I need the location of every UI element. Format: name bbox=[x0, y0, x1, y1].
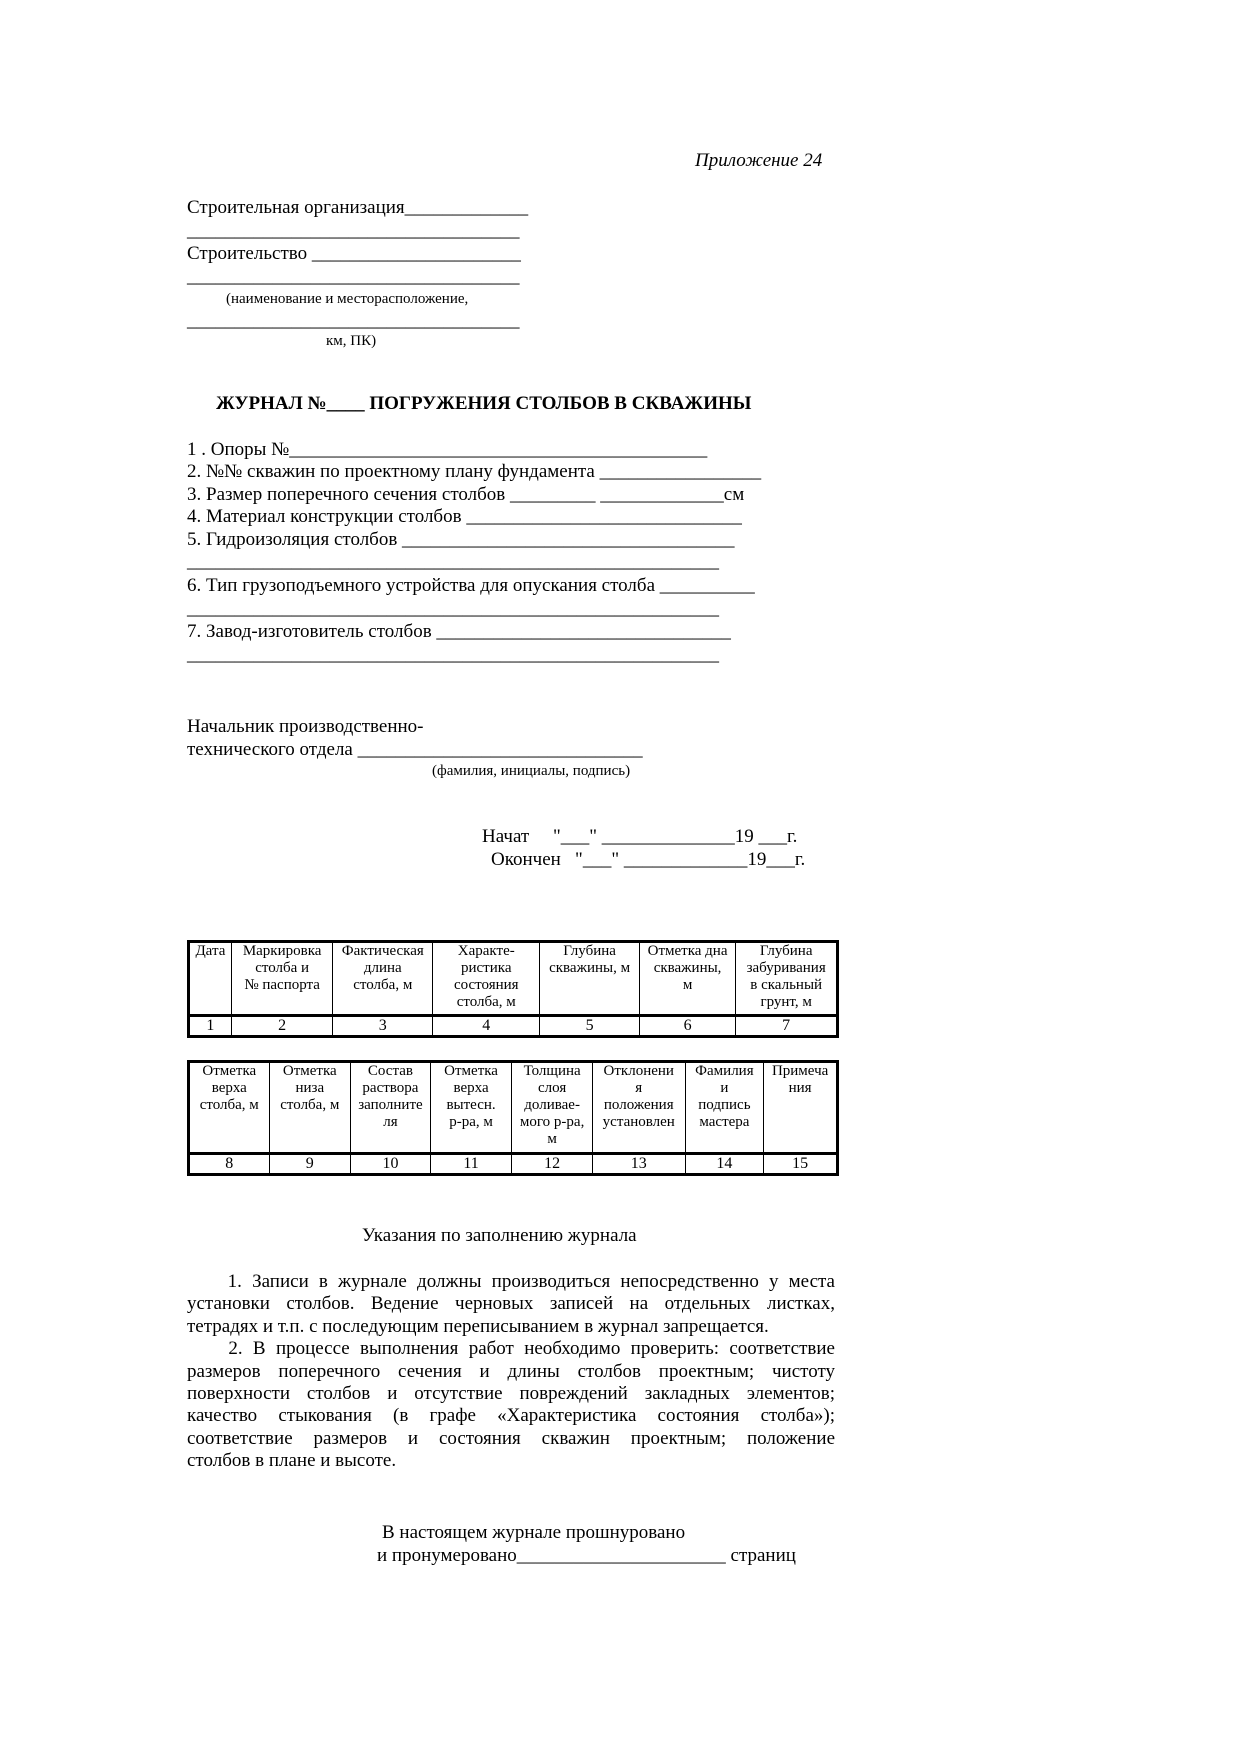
instruction-line: тетрадях и т.п. с последующим переписыванием в журнал запрещается. bbox=[187, 1315, 769, 1337]
field-5: 5. Гидроизоляция столбов ___________________________________ bbox=[187, 529, 735, 550]
column-number: 10 bbox=[351, 1154, 431, 1175]
construction-field: Строительство ______________________ bbox=[187, 243, 521, 264]
field-6-line: ________________________________________________________ bbox=[187, 598, 719, 619]
org-line: ___________________________________ bbox=[187, 220, 520, 241]
page-title: ЖУРНАЛ №____ ПОГРУЖЕНИЯ СТОЛБОВ В СКВАЖИНЫ bbox=[216, 393, 752, 414]
instruction-line: соответствие размеров и состояния скважин проектным; положение bbox=[187, 1427, 835, 1449]
instruction-line: столбов в плане и высоте. bbox=[187, 1450, 397, 1472]
field-2: 2. №№ скважин по проектному плану фундамента _________________ bbox=[187, 461, 762, 482]
column-header: Глубина скважины, м bbox=[540, 942, 639, 1016]
column-header: Отметка низа столба, м bbox=[269, 1062, 351, 1154]
column-number: 13 bbox=[592, 1154, 685, 1175]
instructions-title: Указания по заполнению журнала bbox=[362, 1225, 637, 1246]
appendix-label: Приложение 24 bbox=[695, 150, 823, 171]
column-header: Характе- ристика состояния столба, м bbox=[433, 942, 540, 1016]
field-3: 3. Размер поперечного сечения столбов _________ _____________см bbox=[187, 484, 745, 505]
field-5-line: ________________________________________________________ bbox=[187, 551, 719, 572]
column-header: Отметка верха вытесн. р-ра, м bbox=[430, 1062, 512, 1154]
construction-line-2: ___________________________________ bbox=[187, 310, 520, 331]
signature-caption: (фамилия, инициалы, подпись) bbox=[432, 763, 631, 779]
field-7-line: ________________________________________________________ bbox=[187, 644, 719, 665]
field-7: 7. Завод-изготовитель столбов _______________________________ bbox=[187, 621, 731, 642]
journal-table-part-2 bbox=[187, 1060, 839, 1176]
column-header: Отметка дна скважины, м bbox=[639, 942, 736, 1016]
construction-caption-2: км, ПК) bbox=[326, 333, 377, 349]
field-4: 4. Материал конструкции столбов _____________________________ bbox=[187, 506, 742, 527]
journal-table-part-1 bbox=[187, 940, 839, 1038]
column-header: Фамилия и подпись мастера bbox=[685, 1062, 764, 1154]
column-header: Дата bbox=[189, 942, 232, 1016]
column-header: Глубина забуривания в скальный грунт, м bbox=[736, 942, 838, 1016]
column-number: 4 bbox=[433, 1016, 540, 1037]
instruction-line: 1. Записи в журнале должны производиться непосредственно у места bbox=[187, 1271, 835, 1292]
column-header: Примеча ния bbox=[764, 1062, 838, 1154]
column-number: 6 bbox=[639, 1016, 736, 1037]
column-number: 2 bbox=[231, 1016, 333, 1037]
column-header: Маркировка столба и № паспорта bbox=[231, 942, 333, 1016]
column-header: Фактическая длина столба, м bbox=[333, 942, 433, 1016]
end-date: Окончен "___" _____________19___г. bbox=[491, 849, 806, 870]
instruction-line: поверхности столбов и отсутствие повреждений закладных элементов; bbox=[187, 1383, 835, 1404]
start-date: Начат "___" ______________19 ___г. bbox=[482, 826, 798, 847]
field-6: 6. Тип грузоподъемного устройства для опускания столба __________ bbox=[187, 575, 755, 596]
column-header: Отметка верха столба, м bbox=[189, 1062, 270, 1154]
column-number: 9 bbox=[269, 1154, 351, 1175]
instruction-line: 2. В процессе выполнения работ необходимо проверить: соответствие bbox=[187, 1338, 835, 1360]
column-number: 15 bbox=[764, 1154, 838, 1175]
signature-field: технического отдела ______________________________ bbox=[187, 739, 643, 760]
construction-line: ___________________________________ bbox=[187, 266, 520, 287]
column-number: 5 bbox=[540, 1016, 639, 1037]
column-header: Толщина слоя доливае- мого р-ра, м bbox=[512, 1062, 593, 1154]
column-header: Отклонени я положения установлен bbox=[592, 1062, 685, 1154]
column-number: 3 bbox=[333, 1016, 433, 1037]
instruction-line: качество стыкования (в графе «Характеристика состояния столба»); bbox=[187, 1405, 835, 1427]
column-number: 14 bbox=[685, 1154, 764, 1175]
instruction-line: установки столбов. Ведение черновых записей на отдельных листках, bbox=[187, 1293, 835, 1315]
column-number: 11 bbox=[430, 1154, 512, 1175]
construction-caption: (наименование и месторасположение, bbox=[226, 291, 469, 307]
footer-line-1: В настоящем журнале прошнуровано bbox=[382, 1522, 686, 1543]
instruction-line: размеров поперечного сечения и длины столбов проектным; чистоту bbox=[187, 1360, 835, 1382]
column-header: Состав раствора заполните ля bbox=[351, 1062, 431, 1154]
signature-title: Начальник производственно- bbox=[187, 716, 424, 737]
field-1: 1 . Опоры №____________________________________________ bbox=[187, 439, 708, 460]
column-number: 8 bbox=[189, 1154, 270, 1175]
column-number: 1 bbox=[189, 1016, 232, 1037]
column-number: 7 bbox=[736, 1016, 838, 1037]
footer-line-2: и пронумеровано______________________ страниц bbox=[377, 1545, 796, 1566]
org-field: Строительная организация_____________ bbox=[187, 197, 529, 218]
column-number: 12 bbox=[512, 1154, 593, 1175]
